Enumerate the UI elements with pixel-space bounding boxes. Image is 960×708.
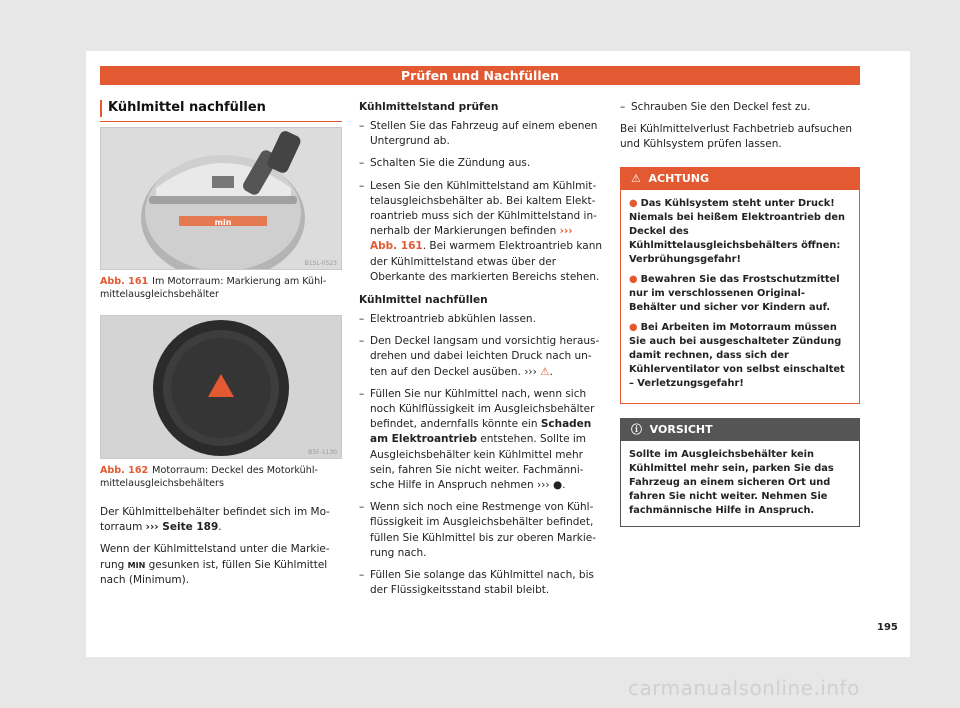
warning-item bbox=[629, 273, 851, 315]
heading-refill: Kühlmittel nachfüllen bbox=[359, 294, 488, 307]
list-item: – Schalten Sie die Zündung aus. bbox=[359, 156, 603, 171]
figure-code: B1SL-0523 bbox=[304, 260, 337, 267]
figure-code: B5F-1130 bbox=[308, 449, 337, 456]
text: Lesen Sie den Kühlmittelstand am Kühlmittelausgleichsbehälter ab. Bei kaltem Elektroantrieb muss sich der Kühlmittelstand innerhalb der Markierungen befinden bbox=[370, 179, 597, 238]
paragraph-min bbox=[100, 542, 342, 588]
figure-coolant-tank bbox=[100, 127, 342, 270]
heading-check: Kühlmittelstand prüfen bbox=[359, 101, 499, 113]
figure-number: Abb. 161 bbox=[100, 276, 149, 287]
text: Bei Arbeiten im Motorraum müssen Sie auch bei ausgeschalteter Zündung damit rechnen, dass sich der Kühlerventilator von selbst einschaltet – Verletzungsgefahr! bbox=[629, 321, 845, 389]
figure-caption-162 bbox=[100, 465, 342, 490]
text: Füllen Sie nur Kühlmittel nach, wenn sich noch Kühlflüssigkeit im Ausgleichsbehälter befindet, andernfalls könnte ein bbox=[370, 387, 595, 431]
section-title: Kühlmittel nachfüllen bbox=[100, 98, 342, 122]
text: Den Deckel langsam und vorsichtig herausdrehen und dabei leichten Druck nach unten auf den Deckel ausüben. bbox=[370, 335, 600, 378]
figure-cap bbox=[100, 315, 342, 459]
caption-text: Motorraum: Deckel des Motorkühlmittelausgleichsbehälters bbox=[100, 465, 318, 489]
warning-triangle-icon[interactable]: ⚠ bbox=[540, 365, 550, 378]
section-title-wrap bbox=[100, 98, 342, 122]
page-link[interactable]: ››› Seite 189 bbox=[145, 521, 219, 534]
list-item: – Füllen Sie nur Kühlmittel nach, wenn sich noch Kühlflüssigkeit im Ausgleichsbehälter befindet, andernfalls könnte ein Schaden am Elektroantrieb entstehen. Sollte im Ausgleichsbehälter kein Kühlmittel mehr sein, fahren Sie nicht weiter. Fachmännische Hilfe in Anspruch nehmen ››› ●. bbox=[359, 387, 603, 493]
warning-item bbox=[629, 197, 851, 267]
caution-box bbox=[620, 418, 860, 527]
warning-title: ACHTUNG bbox=[648, 171, 710, 185]
coolant-tank-illustration bbox=[101, 128, 341, 269]
list-item: – Stellen Sie das Fahrzeug auf einem ebenen Untergrund ab. bbox=[359, 119, 603, 149]
paragraph-location: Der Kühlmittelbehälter befindet sich im Motorraum ››› Seite 189. bbox=[100, 506, 330, 534]
min-label: min bbox=[214, 218, 232, 227]
figure-link[interactable]: ››› Abb. 161 bbox=[370, 225, 573, 253]
text: Wenn der Kühlmittelstand unter die Markierung bbox=[100, 543, 330, 571]
column-middle bbox=[359, 100, 603, 605]
list-item: – Den Deckel langsam und vorsichtig herausdrehen und dabei leichten Druck nach unten auf den Deckel ausüben. ››› ⚠. bbox=[359, 334, 603, 380]
bullet-icon: ● bbox=[629, 273, 638, 285]
page-number: 195 bbox=[877, 622, 898, 633]
caption-text: Im Motorraum: Markierung am Kühlmittelausgleichsbehälter bbox=[100, 276, 327, 300]
warning-body bbox=[621, 190, 859, 403]
reference-arrows[interactable]: ››› bbox=[537, 479, 550, 492]
column-left bbox=[100, 98, 342, 595]
warning-box bbox=[620, 167, 860, 404]
chapter-header: Prüfen und Nachfüllen bbox=[100, 66, 860, 85]
warning-header bbox=[621, 168, 859, 190]
list-item: – Elektroantrieb abkühlen lassen. bbox=[359, 312, 603, 327]
text: . Bei warmem Elektroantrieb kann der Kühlmittelstand etwas über der Oberkante des markierten Bereichs stehen. bbox=[370, 240, 602, 283]
caution-body: Sollte im Ausgleichsbehälter kein Kühlmittel mehr sein, parken Sie das Fahrzeug an einem sicheren Ort und fahren Sie nicht weiter. Nehmen Sie fachmännische Hilfe in Anspruch. bbox=[629, 448, 834, 516]
coolant-cap-illustration bbox=[101, 316, 341, 458]
list-item: – Wenn sich noch eine Restmenge von Kühlflüssigkeit im Ausgleichsbehälter befindet, füllen Sie Kühlmittel bis zur oberen Markierung nach. bbox=[359, 500, 603, 561]
caution-header bbox=[621, 419, 859, 441]
manual-icon bbox=[212, 176, 234, 188]
caution-title: VORSICHT bbox=[649, 422, 713, 436]
warning-triangle-icon: ⚠ bbox=[631, 171, 641, 185]
reference-arrows[interactable]: ››› bbox=[524, 365, 537, 378]
text: gesunken ist, füllen Sie Kühlmittel nach (Minimum). bbox=[100, 558, 328, 586]
text: Bewahren Sie das Frostschutzmittel nur im verschlossenen Original-Behälter und sicher vor Kindern auf. bbox=[629, 273, 840, 313]
list-item: – Schrauben Sie den Deckel fest zu. bbox=[620, 100, 860, 115]
text: entstehen. Sollte im Ausgleichsbehälter kein Kühlmittel mehr sein, fahren Sie nicht weiter. Fachmännische Hilfe in Anspruch nehmen bbox=[370, 433, 587, 492]
info-circle-icon: ⓘ bbox=[631, 422, 642, 436]
bold-text: Schaden am Elektroantrieb bbox=[370, 418, 592, 446]
bullet-icon: ● bbox=[629, 197, 638, 209]
column-right bbox=[620, 100, 860, 527]
text: Das Kühlsystem steht unter Druck! Niemals bei heißem Elektroantrieb den Deckel des Kühlmittelausgleichsbehälters öffnen: Verbrühungsgefahr! bbox=[629, 197, 845, 265]
list-item: – Füllen Sie solange das Kühlmittel nach, bis der Flüssigkeitsstand stabil bleibt. bbox=[359, 568, 603, 598]
info-circle-icon[interactable]: ● bbox=[552, 479, 563, 492]
text: Der Kühlmittelbehälter befindet sich im Motorraum bbox=[100, 506, 330, 534]
watermark: carmanualsonline.info bbox=[628, 676, 860, 700]
figure-caption-161 bbox=[100, 276, 342, 301]
warning-item bbox=[629, 321, 851, 391]
bullet-icon: ● bbox=[629, 321, 638, 333]
paragraph-loss: Bei Kühlmittelverlust Fachbetrieb aufsuchen und Kühlsystem prüfen lassen. bbox=[620, 123, 853, 151]
figure-number: Abb. 162 bbox=[100, 465, 149, 476]
min-mark: MIN bbox=[127, 560, 146, 570]
list-item bbox=[359, 179, 603, 285]
